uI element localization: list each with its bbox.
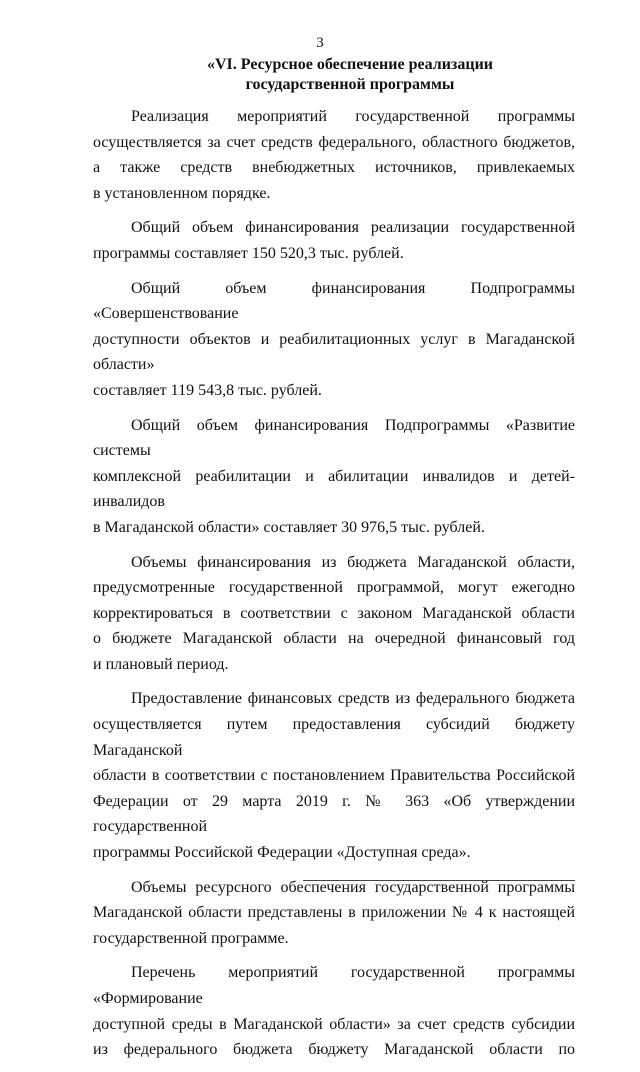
paragraph-line: Перечень мероприятий государственной программы «Формирование bbox=[93, 964, 575, 1007]
paragraph-line: осуществляется путем предоставления субсидий бюджету Магаданской bbox=[93, 716, 575, 759]
paragraph-line: области в соответствии с постановлением Правительства Российской bbox=[93, 767, 575, 785]
paragraph-line: Реализация мероприятий государственной программы bbox=[131, 108, 575, 125]
paragraph-line: предусмотренные государственной программой, могут ежегодно bbox=[93, 579, 575, 597]
paragraph bbox=[93, 276, 575, 404]
paragraph-line: Федерации от 29 марта 2019 г. № 363 «Об утверждении государственной bbox=[93, 792, 575, 836]
paragraph bbox=[93, 875, 575, 952]
paragraph-line: доступности объектов и реабилитационных услуг в Магаданской области» bbox=[93, 330, 575, 374]
paragraph-line: программы Российской Федерации «Доступная среда». bbox=[93, 844, 471, 862]
paragraph bbox=[93, 104, 575, 206]
paragraph bbox=[93, 215, 575, 266]
footer-rule bbox=[303, 880, 575, 881]
paragraph bbox=[93, 960, 575, 1062]
section-heading-line-1: «VI. Ресурсное обеспечение реализации bbox=[206, 56, 494, 73]
paragraph-line: государственной программе. bbox=[93, 929, 289, 947]
paragraph bbox=[93, 550, 575, 678]
page-number: 3 bbox=[316, 35, 324, 51]
paragraph bbox=[93, 413, 575, 541]
paragraph-line: Объемы ресурсного обеспечения государственной программы bbox=[131, 878, 575, 896]
paragraph-line: Объемы финансирования из бюджета Магаданской области, bbox=[131, 553, 575, 571]
paragraph-line: о бюджете Магаданской области на очередной финансовый год bbox=[93, 630, 575, 648]
paragraph-line: Предоставление финансовых средств из федерального бюджета bbox=[131, 690, 575, 708]
section-heading bbox=[150, 55, 550, 95]
paragraph-line: и плановый период. bbox=[93, 655, 229, 673]
paragraph-line: в Магаданской области» составляет 30 976,5 тыс. рублей. bbox=[93, 518, 485, 536]
paragraph-line: осуществляется за счет средств федерального, областного бюджетов, bbox=[93, 133, 575, 151]
paragraph-line: составляет 119 543,8 тыс. рублей. bbox=[93, 381, 322, 399]
body-text bbox=[93, 104, 575, 1072]
paragraph-line: а также средств внебюджетных источников, привлекаемых bbox=[93, 159, 575, 177]
paragraph-line: комплексной реабилитации и абилитации инвалидов и детей-инвалидов bbox=[93, 467, 575, 511]
paragraph-line: корректироваться в соответствии с законом Магаданской области bbox=[93, 604, 575, 622]
paragraph-line: Общий объем финансирования реализации государственной bbox=[131, 219, 575, 237]
paragraph-line: Магаданской области представлены в приложении № 4 к настоящей bbox=[93, 904, 575, 922]
paragraph-line: из федерального бюджета бюджету Магаданской области по bbox=[93, 1041, 575, 1059]
paragraph-line: Общий объем финансирования Подпрограммы «Развитие системы bbox=[93, 416, 575, 460]
paragraph-line: доступной среды в Магаданской области» за счет средств субсидии bbox=[93, 1015, 575, 1033]
paragraph-line: программы составляет 150 520,3 тыс. рублей. bbox=[93, 244, 404, 262]
paragraph-line: Общий объем финансирования Подпрограммы «Совершенствование bbox=[93, 279, 575, 323]
paragraph-line: в установленном порядке. bbox=[93, 184, 271, 202]
section-heading-line-2: государственной программы bbox=[245, 76, 455, 93]
paragraph bbox=[93, 686, 575, 865]
